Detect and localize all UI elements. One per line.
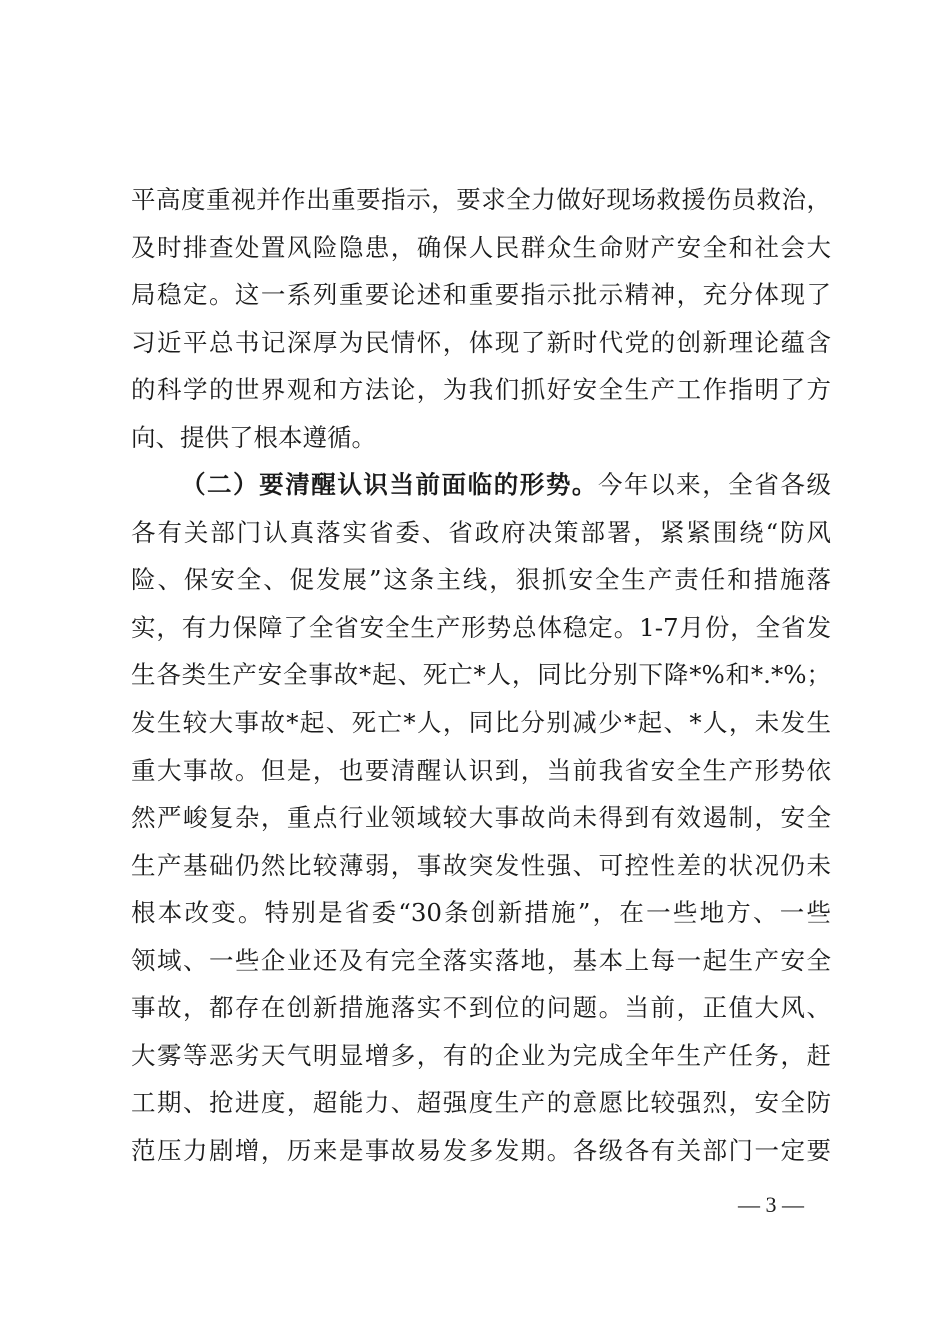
body-line: 的科学的世界观和方法论，为我们抓好安全生产工作指明了方 xyxy=(131,375,831,405)
body-line: 范压力剧增，历来是事故易发多发期。各级各有关部门一定要 xyxy=(131,1135,831,1165)
section-heading: （二）要清醒认识当前面临的形势。 xyxy=(181,470,598,500)
body-line: 险、保安全、促发展”这条主线，狠抓安全生产责任和措施落 xyxy=(131,565,831,595)
page-number: — 3 — xyxy=(738,1192,804,1217)
body-line: 重大事故。但是，也要清醒认识到，当前我省安全生产形势依 xyxy=(131,755,831,785)
body-line: 发生较大事故*起、死亡*人，同比分别减少*起、*人，未发生 xyxy=(131,708,831,738)
body-line: 然严峻复杂，重点行业领域较大事故尚未得到有效遏制，安全 xyxy=(131,803,831,833)
body-line: 向、提供了根本遵循。 xyxy=(131,422,376,452)
body-line: 根本改变。特别是省委“30条创新措施”，在一些地方、一些 xyxy=(131,898,831,928)
section-first-line-text: 今年以来，全省各级 xyxy=(598,470,831,500)
body-line: 局稳定。这一系列重要论述和重要指示批示精神，充分体现了 xyxy=(131,280,831,310)
document-body xyxy=(131,176,831,1174)
body-line: 生各类生产安全事故*起、死亡*人，同比分别下降*%和*.*%； xyxy=(131,660,831,690)
body-line: 习近平总书记深厚为民情怀，体现了新时代党的创新理论蕴含 xyxy=(131,327,831,357)
body-line: 平高度重视并作出重要指示，要求全力做好现场救援伤员救治， xyxy=(131,185,831,214)
body-line: 事故，都存在创新措施落实不到位的问题。当前，正值大风、 xyxy=(131,993,831,1023)
body-line: 生产基础仍然比较薄弱，事故突发性强、可控性差的状况仍未 xyxy=(131,850,831,880)
body-line: 工期、抢进度，超能力、超强度生产的意愿比较强烈，安全防 xyxy=(131,1088,831,1118)
body-line: 及时排查处置风险隐患，确保人民群众生命财产安全和社会大 xyxy=(131,232,831,262)
body-line: 各有关部门认真落实省委、省政府决策部署，紧紧围绕“防风 xyxy=(131,517,831,547)
section-first-line xyxy=(131,461,831,509)
body-line: 大雾等恶劣天气明显增多，有的企业为完成全年生产任务，赶 xyxy=(131,1040,831,1070)
body-line: 领域、一些企业还及有完全落实落地，基本上每一起生产安全 xyxy=(131,945,831,975)
body-line: 实，有力保障了全省安全生产形势总体稳定。1-7月份，全省发 xyxy=(131,612,831,642)
